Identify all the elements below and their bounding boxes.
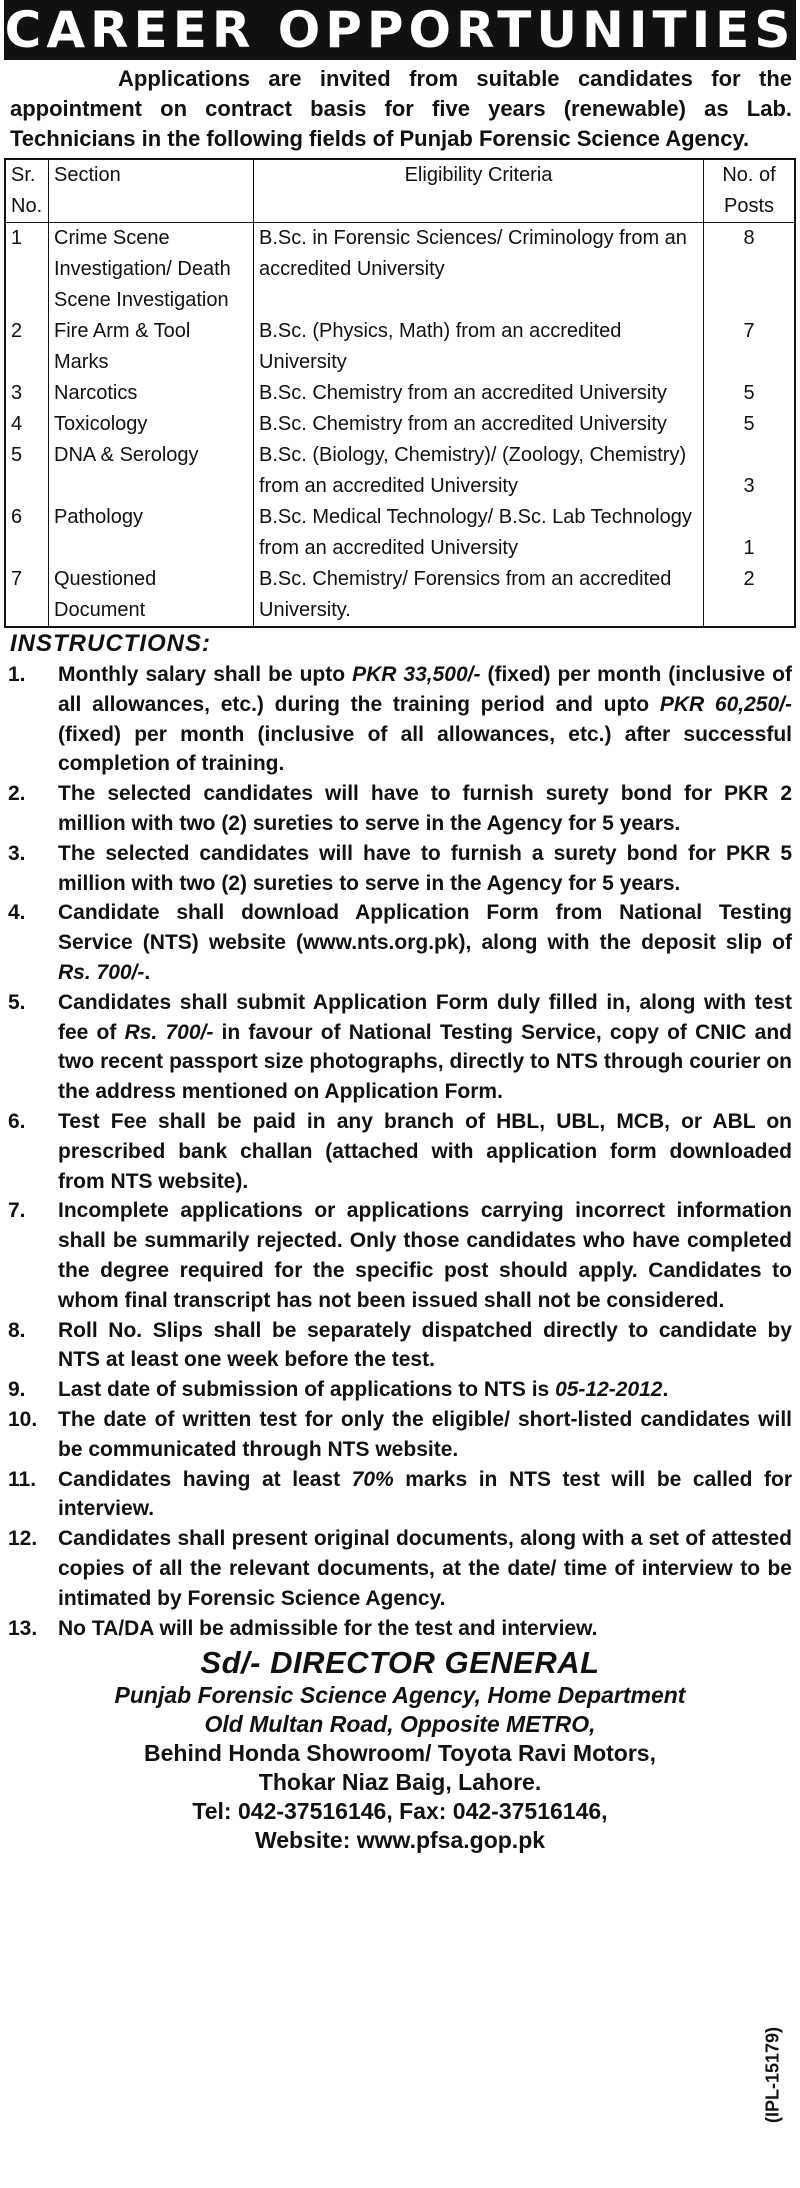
instruction-number: 10. <box>8 1407 38 1431</box>
instruction-item <box>4 1196 796 1315</box>
sr-cell: 7 <box>5 564 49 627</box>
instruction-text-part: . <box>144 960 151 984</box>
instruction-item <box>4 1465 796 1525</box>
table-row <box>5 440 795 502</box>
instruction-item <box>4 660 796 779</box>
banner-title: CAREER OPPORTUNITIES <box>4 1 796 59</box>
posts-cell: 3 <box>704 440 796 502</box>
instruction-text: Candidates shall present original documents, along with a set of attested copies of all the relevant documents, at the date/ time of interview to be intimated by Forensic Science Agency. <box>58 1527 792 1610</box>
header-no-of-posts: No. of Posts <box>704 159 796 223</box>
instruction-number: 1. <box>8 663 26 686</box>
address-line-1: Behind Honda Showroom/ Toyota Ravi Motors, <box>144 1740 656 1767</box>
pass-marks: 70% <box>351 1467 394 1491</box>
advertisement <box>4 0 796 2124</box>
header-section: Section <box>49 159 254 223</box>
organization-name: Punjab Forensic Science Agency, Home Department <box>114 1682 686 1709</box>
instruction-text-part: (fixed) per month (inclusive of all allowances, etc.) after successful completion of training. <box>58 722 792 776</box>
sr-cell: 6 <box>5 502 49 564</box>
sr-cell: 1 <box>5 223 49 317</box>
section-cell: Pathology <box>49 502 254 564</box>
test-fee-amount: Rs. 700/- <box>124 1020 214 1044</box>
posts-cell: 5 <box>704 409 796 440</box>
table-row <box>5 223 795 317</box>
instruction-text-part: (fixed) per month (inclusive of all allowances, etc.) during the training period and upto <box>58 663 792 716</box>
instruction-item <box>4 1524 796 1613</box>
salary-training-amount: PKR 33,500/- <box>352 663 481 686</box>
contact-phone-fax: Tel: 042-37516146, Fax: 042-37516146, <box>192 1798 608 1825</box>
table-row <box>5 502 795 564</box>
section-cell: Questioned Document <box>49 564 254 627</box>
deposit-amount: Rs. 700/- <box>58 960 145 984</box>
criteria-cell: B.Sc. Medical Technology/ B.Sc. Lab Technology from an accredited University <box>254 502 704 564</box>
sr-cell: 2 <box>5 316 49 378</box>
criteria-cell: B.Sc. in Forensic Sciences/ Criminology from an accredited University <box>254 223 704 317</box>
table-row <box>5 409 795 440</box>
intro-paragraph: Applications are invited from suitable candidates for the appointment on contract basis for five years (renewable) as Lab. Technicians in the following fields of Punjab Forensic Science Agency. <box>10 66 792 151</box>
instruction-number: 13. <box>8 1616 38 1640</box>
website: Website: www.pfsa.gop.pk <box>254 1827 546 1854</box>
instruction-text: The selected candidates will have to furnish a surety bond for PKR 5 million with two (2) sureties to serve in the Agency for 5 years. <box>58 841 792 895</box>
instruction-text: No TA/DA will be admissible for the test and interview. <box>58 1616 598 1640</box>
instruction-number: 12. <box>8 1527 38 1551</box>
instruction-item <box>4 779 796 839</box>
reference-code <box>758 2020 788 2130</box>
instruction-item <box>4 839 796 899</box>
instruction-text: The date of written test for only the eligible/ short-listed candidates will be communicated through NTS website. <box>58 1407 792 1461</box>
instruction-text: The selected candidates will have to furnish surety bond for PKR 2 million with two (2) sureties to serve in the Agency for 5 years. <box>58 782 792 835</box>
instruction-text-part: marks in NTS test will be called for interview. <box>58 1467 792 1521</box>
criteria-cell: B.Sc. (Physics, Math) from an accredited University <box>254 316 704 378</box>
instruction-text <box>58 1375 796 1405</box>
section-cell: Crime Scene Investigation/ Death Scene Investigation <box>49 223 254 317</box>
last-date: 05-12-2012 <box>555 1378 663 1402</box>
section-cell: Toxicology <box>49 409 254 440</box>
instruction-text: Test Fee shall be paid in any branch of HBL, UBL, MCB, or ABL on prescribed bank challan (attached with application form downloaded from NTS website). <box>58 1109 792 1193</box>
instruction-text-part: Candidates having at least <box>58 1467 352 1491</box>
sr-cell: 3 <box>5 378 49 409</box>
instruction-item <box>4 1316 796 1376</box>
instruction-number: 6. <box>8 1109 26 1133</box>
signatory-title: Sd/- DIRECTOR GENERAL <box>200 1645 600 1681</box>
instruction-item <box>4 1375 796 1405</box>
instructions-heading: INSTRUCTIONS: <box>10 630 211 657</box>
posts-cell: 2 <box>704 564 796 627</box>
instruction-text-part: in favour of National Testing Service, copy of CNIC and two recent passport size photographs, directly to NTS through courier on the address mentioned on Application Form. <box>58 1020 792 1104</box>
table-row <box>5 378 795 409</box>
instruction-text-part: Last date of submission of applications to NTS is <box>58 1378 556 1402</box>
table-header-row <box>5 159 795 223</box>
instruction-text: Incomplete applications or applications carrying incorrect information shall be summarily rejected. Only those candidates who have completed the degree required for the specific post should apply. Candidates to whom final transcript has not been issued shall not be considered. <box>58 1199 792 1312</box>
posts-cell: 5 <box>704 378 796 409</box>
section-cell: Narcotics <box>49 378 254 409</box>
instruction-item <box>4 988 796 1107</box>
instruction-number: 9. <box>8 1378 26 1402</box>
instruction-text <box>58 1465 796 1525</box>
table-row <box>5 316 795 378</box>
instruction-number: 7. <box>8 1199 26 1223</box>
reference-code-text: (IPL-15179) <box>762 2026 783 2124</box>
instruction-number: 4. <box>8 901 26 925</box>
instruction-text-part: Monthly salary shall be upto <box>58 663 353 686</box>
instruction-number: 11. <box>8 1467 37 1491</box>
criteria-cell: B.Sc. Chemistry/ Forensics from an accredited University. <box>254 564 704 627</box>
instruction-text-part: . <box>662 1378 669 1402</box>
address-road: Old Multan Road, Opposite METRO, <box>204 1711 596 1738</box>
instruction-item <box>4 1405 796 1465</box>
table-row <box>5 564 795 627</box>
criteria-cell: B.Sc. Chemistry from an accredited University <box>254 378 704 409</box>
instruction-text <box>58 898 796 987</box>
header-eligibility-criteria: Eligibility Criteria <box>254 159 704 223</box>
instruction-item <box>4 1107 796 1196</box>
posts-cell: 7 <box>704 316 796 378</box>
section-cell: DNA & Serology <box>49 440 254 502</box>
instruction-number: 8. <box>8 1318 26 1342</box>
address-line-2: Thokar Niaz Baig, Lahore. <box>258 1769 542 1796</box>
signature-block <box>4 1643 796 1855</box>
criteria-cell: B.Sc. Chemistry from an accredited University <box>254 409 704 440</box>
instruction-text: Roll No. Slips shall be separately dispatched directly to candidate by NTS at least one week before the test. <box>58 1318 792 1372</box>
instruction-item <box>4 898 796 987</box>
posts-table <box>4 158 796 628</box>
posts-cell: 1 <box>704 502 796 564</box>
criteria-cell: B.Sc. (Biology, Chemistry)/ (Zoology, Chemistry) from an accredited University <box>254 440 704 502</box>
sr-cell: 4 <box>5 409 49 440</box>
posts-cell: 8 <box>704 223 796 317</box>
instruction-text-part: Candidate shall download Application Form from National Testing Service (NTS) website (www.nts.org.pk), along with the deposit slip of <box>58 901 792 955</box>
salary-after-training-amount: PKR 60,250/- <box>659 692 792 716</box>
instruction-number: 2. <box>8 782 26 806</box>
section-cell: Fire Arm & Tool Marks <box>49 316 254 378</box>
header-sr-no: Sr. No. <box>5 159 49 223</box>
instructions-list <box>4 660 796 1643</box>
instruction-text-part: Candidates shall submit Application Form duly filled in, along with test fee of <box>58 990 792 1044</box>
instruction-number: 5. <box>8 990 26 1014</box>
sr-cell: 5 <box>5 440 49 502</box>
instruction-item <box>4 1614 796 1644</box>
instruction-number: 3. <box>8 841 26 865</box>
instruction-text <box>58 660 796 779</box>
instruction-text <box>58 988 796 1107</box>
